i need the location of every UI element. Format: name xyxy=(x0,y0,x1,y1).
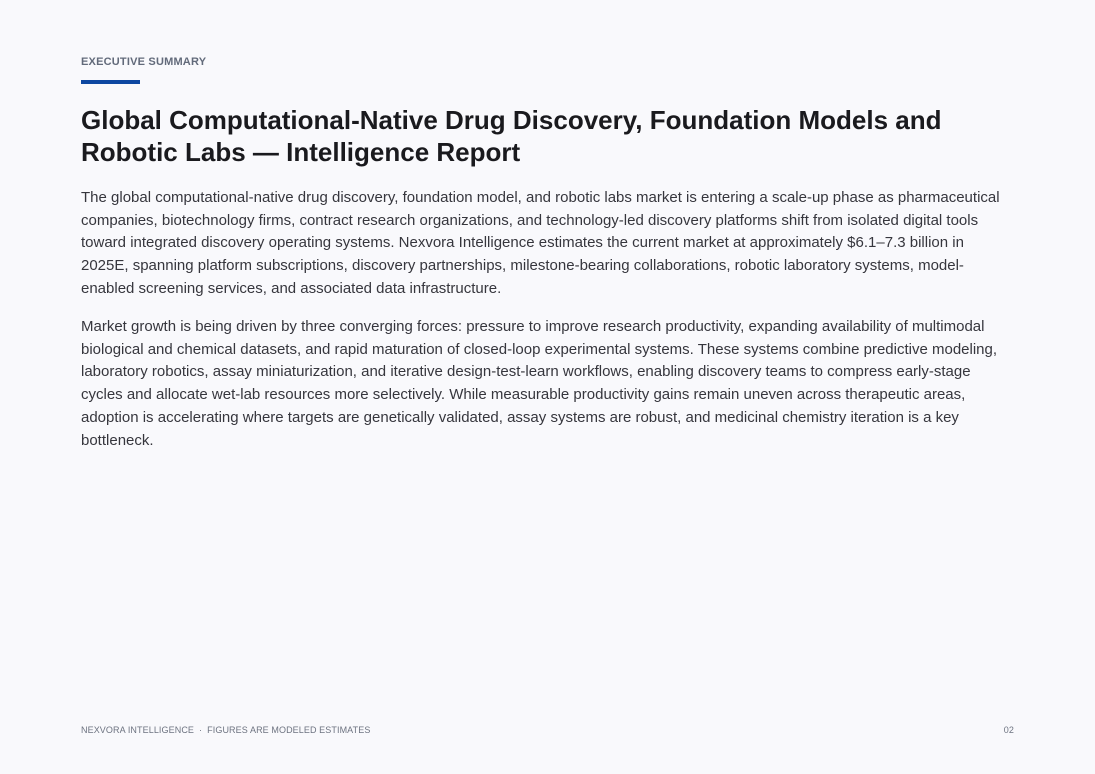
summary-paragraph-1: The global computational-native drug discovery, foundation model, and robotic labs market is entering a scale-up phase as pharmaceutical companies, biotechnology firms, contract research organizations, and technology-led discovery platforms shift from isolated digital tools toward integrated discovery operating systems. Nexvora Intelligence estimates the current market at approximately $6.1–7.3 billion in 2025E, spanning platform subscriptions, discovery partnerships, milestone-bearing collaborations, robotic laboratory systems, model-enabled screening services, and associated data infrastructure. xyxy=(81,189,1000,297)
page-footer xyxy=(81,725,1014,735)
report-page xyxy=(81,0,1016,774)
footer-brand: NEXVORA INTELLIGENCE xyxy=(81,725,195,735)
page-number: 02 xyxy=(1003,725,1014,735)
accent-rule xyxy=(81,80,140,84)
summary-paragraph-2: Market growth is being driven by three converging forces: pressure to improve research productivity, expanding availability of multimodal biological and chemical datasets, and rapid maturation of closed-loop experimental systems. These systems combine predictive modeling, laboratory robotics, assay miniaturization, and iterative design-test-learn workflows, enabling discovery teams to compress early-stage cycles and allocate wet-lab resources more selectively. While measurable productivity gains remain uneven across therapeutic areas, adoption is accelerating where targets are genetically validated, assay systems are robust, and medicinal chemistry iteration is a key bottleneck. xyxy=(81,318,998,449)
footer-left xyxy=(81,725,370,735)
page-title: Global Computational-Native Drug Discovery, Foundation Models and Robotic Labs — Intelligence Report xyxy=(81,105,942,167)
section-label: EXECUTIVE SUMMARY xyxy=(81,56,207,68)
footer-separator: · xyxy=(199,725,203,735)
footer-note: FIGURES ARE MODELED ESTIMATES xyxy=(207,725,371,735)
